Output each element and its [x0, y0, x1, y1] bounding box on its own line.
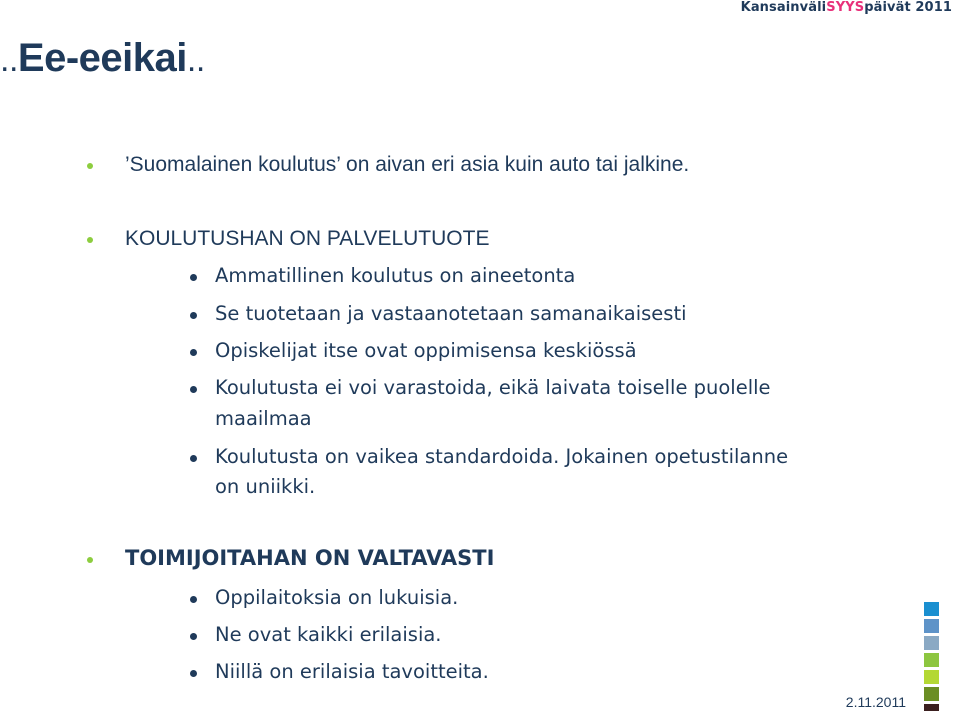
list-item: Koulutusta ei voi varastoida, eikä laivata toiselle puolelle	[215, 376, 771, 399]
list-item: Niillä on erilaisia tavoitteita.	[215, 660, 489, 683]
bullet-dot	[87, 237, 93, 243]
color-square	[924, 704, 939, 711]
sub-bullet-dot	[190, 349, 197, 356]
sub-bullet-dot	[190, 455, 197, 462]
list-item: Oppilaitoksia on lukuisia.	[215, 586, 459, 609]
intro-text: ’Suomalainen koulutus’ on aivan eri asia kuin auto tai jalkine.	[125, 153, 690, 176]
sub-bullet-dot	[190, 312, 197, 319]
sub-bullet-dot	[190, 670, 197, 677]
slide-date: 2.11.2011	[845, 694, 906, 710]
color-square	[924, 687, 939, 701]
color-square	[924, 619, 939, 633]
sub-bullet-dot	[190, 274, 197, 281]
bullet-dot	[87, 557, 93, 563]
list-item: Ammatillinen koulutus on aineetonta	[215, 264, 576, 287]
color-square	[924, 636, 939, 650]
sub-bullet-dot	[190, 386, 197, 393]
color-square	[924, 653, 939, 667]
list-item: Se tuotetaan ja vastaanotetaan samanaikaisesti	[215, 302, 687, 325]
bullet-dot	[87, 163, 93, 169]
list-item-continuation: on uniikki.	[215, 475, 316, 498]
list-item: Opiskelijat itse ovat oppimisensa keskiössä	[215, 339, 637, 362]
section-heading-service: KOULUTUSHAN ON PALVELUTUOTE	[125, 227, 490, 250]
event-brand-accent: SYYS	[826, 0, 865, 15]
list-item-continuation: maailmaa	[215, 407, 312, 430]
event-brand: KansainväliSYYSpäivät 2011	[740, 0, 952, 15]
slide-title: ..Ee-eeikai..	[0, 36, 205, 80]
color-square	[924, 670, 939, 684]
sub-bullet-dot	[190, 633, 197, 640]
section-heading-actors: TOIMIJOITAHAN ON VALTAVASTI	[125, 546, 495, 570]
list-item: Koulutusta on vaikea standardoida. Jokainen opetustilanne	[215, 445, 789, 468]
color-square	[924, 602, 939, 616]
sub-bullet-dot	[190, 596, 197, 603]
list-item: Ne ovat kaikki erilaisia.	[215, 623, 442, 646]
